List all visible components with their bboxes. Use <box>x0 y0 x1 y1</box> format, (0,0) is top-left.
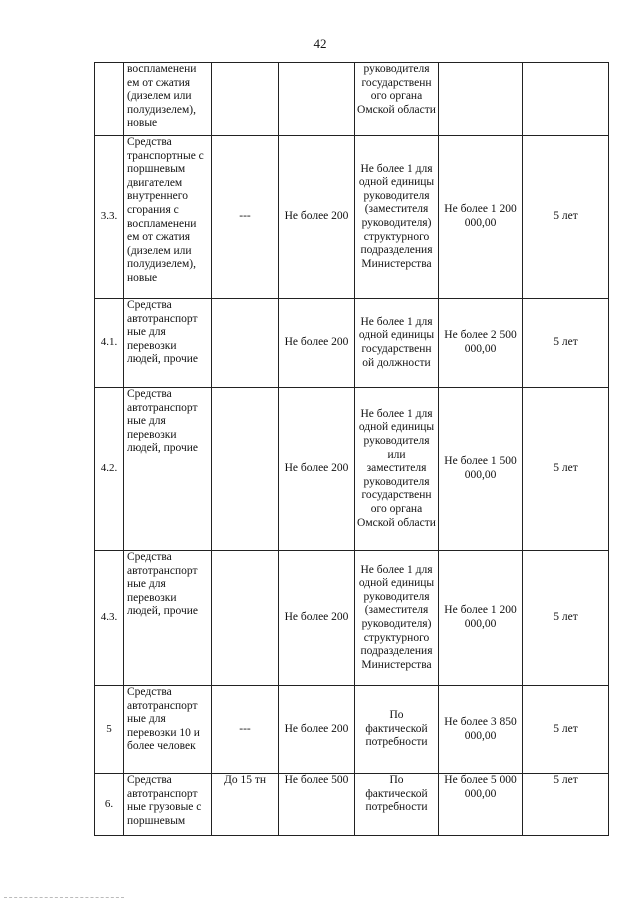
cell-quantity-limit: Не более 1 для одной единицы руководителя (заместителя руководителя) структурного подразделения Министерства <box>355 136 439 299</box>
cell-item-characteristic: До 15 тн <box>212 774 279 836</box>
cell-item-name: Средства автотранспорт ные для перевозки 10 и более человек <box>124 686 212 774</box>
cell-quantity-limit: Не более 1 для одной единицы государственн ой должности <box>355 299 439 388</box>
cell-item-name: воспламенени ем от сжатия (дизелем или полудизелем), новые <box>124 63 212 136</box>
cell-row-number: 4.3. <box>95 551 124 686</box>
cell-power-limit: Не более 200 <box>279 388 355 551</box>
table-row <box>95 686 609 774</box>
cell-item-name: Средства автотранспорт ные грузовые с поршневым <box>124 774 212 836</box>
cell-item-characteristic <box>212 63 279 136</box>
cell-row-number: 4.1. <box>95 299 124 388</box>
cell-row-number: 5 <box>95 686 124 774</box>
table-row <box>95 388 609 551</box>
cell-item-characteristic <box>212 551 279 686</box>
cell-row-number: 3.3. <box>95 136 124 299</box>
cell-row-number <box>95 63 124 136</box>
cell-item-name: Средства автотранспорт ные для перевозки людей, прочие <box>124 299 212 388</box>
cell-power-limit: Не более 200 <box>279 686 355 774</box>
cell-price-limit: Не более 1 200 000,00 <box>439 551 523 686</box>
cell-item-characteristic: --- <box>212 686 279 774</box>
cell-price-limit: Не более 2 500 000,00 <box>439 299 523 388</box>
norms-table <box>94 62 609 836</box>
footer-line <box>4 897 124 899</box>
cell-price-limit: Не более 5 000 000,00 <box>439 774 523 836</box>
cell-price-limit <box>439 63 523 136</box>
table-row <box>95 63 609 136</box>
cell-service-term <box>523 63 609 136</box>
page-number: 42 <box>313 36 327 51</box>
cell-price-limit: Не более 1 200 000,00 <box>439 136 523 299</box>
cell-quantity-limit: По фактической потребности <box>355 774 439 836</box>
cell-service-term: 5 лет <box>523 774 609 836</box>
cell-service-term: 5 лет <box>523 299 609 388</box>
table-row <box>95 774 609 836</box>
cell-power-limit: Не более 200 <box>279 299 355 388</box>
cell-item-name: Средства автотранспорт ные для перевозки людей, прочие <box>124 388 212 551</box>
table-row <box>95 299 609 388</box>
cell-quantity-limit: Не более 1 для одной единицы руководителя (заместителя руководителя) структурного подразделения Министерства <box>355 551 439 686</box>
table-row <box>95 136 609 299</box>
cell-quantity-limit: По фактической потребности <box>355 686 439 774</box>
cell-service-term: 5 лет <box>523 686 609 774</box>
cell-quantity-limit: руководителя государственн ого органа Омской области <box>355 63 439 136</box>
cell-item-characteristic: --- <box>212 136 279 299</box>
cell-power-limit: Не более 200 <box>279 551 355 686</box>
cell-item-characteristic <box>212 388 279 551</box>
cell-item-name: Средства автотранспорт ные для перевозки людей, прочие <box>124 551 212 686</box>
cell-service-term: 5 лет <box>523 388 609 551</box>
cell-service-term: 5 лет <box>523 136 609 299</box>
cell-price-limit: Не более 1 500 000,00 <box>439 388 523 551</box>
cell-price-limit: Не более 3 850 000,00 <box>439 686 523 774</box>
cell-item-characteristic <box>212 299 279 388</box>
cell-service-term: 5 лет <box>523 551 609 686</box>
cell-power-limit <box>279 63 355 136</box>
table-row <box>95 551 609 686</box>
cell-power-limit: Не более 200 <box>279 136 355 299</box>
cell-power-limit: Не более 500 <box>279 774 355 836</box>
cell-quantity-limit: Не более 1 для одной единицы руководителя или заместителя руководителя государственн ого органа Омской области <box>355 388 439 551</box>
cell-row-number: 4.2. <box>95 388 124 551</box>
cell-item-name: Средства транспортные с поршневым двигателем внутреннего сгорания с воспламенени ем от сжатия (дизелем или полудизелем), новые <box>124 136 212 299</box>
cell-row-number: 6. <box>95 774 124 836</box>
